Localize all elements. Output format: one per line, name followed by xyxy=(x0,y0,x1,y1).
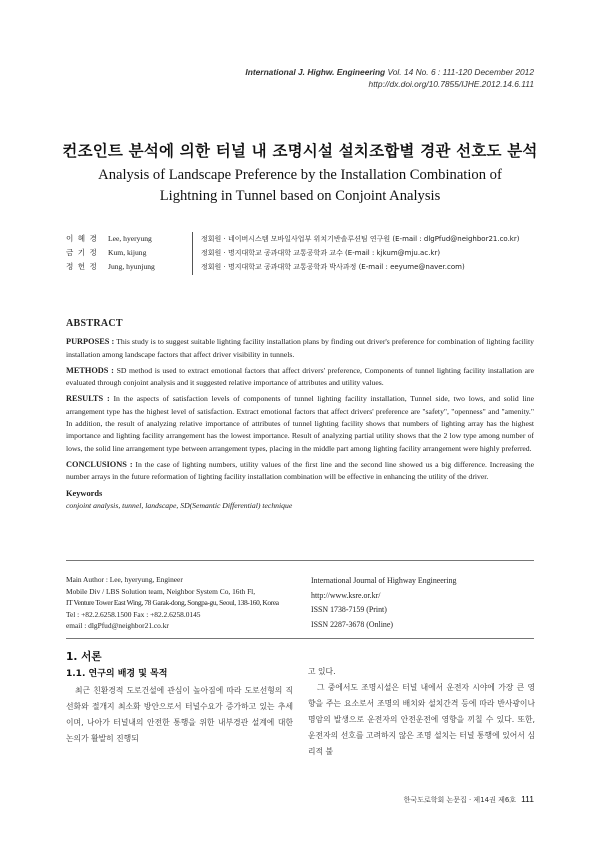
keywords-heading: Keywords xyxy=(66,488,103,498)
subsection-heading: 1.1. 연구의 배경 및 목적 xyxy=(66,669,168,679)
author-affiliation: 정회원 · 명지대학교 공과대학 교통공학과 박사과정 (E-mail : eeyume@naver.com) xyxy=(201,263,465,272)
title-english: Analysis of Landscape Preference by the Installation Combination of Lightning in Tunnel based on Conjoint Analysis xyxy=(98,167,502,204)
abstract-results: RESULTS : In the aspects of satisfaction levels of components of tunnel lighting facility installation, Tunnel side, two lows, and solid line arrangement type has the highest level of satisfaction. Extract emotional factors that affect drivers' preference are "safety", "openness" and "amenity." In addition, the result of analyzing relative importance of attributes of tunnel lighting facility shows that numbers of lighting array has the highest importance and lighting facility arrangement has the lowest importance. Result of analyzing partial utility shows that the 2 low type among number of lows, the solid line arrangement type between arrangement types, placing in the middle part among lighting facility arrangement were highly preferred. xyxy=(66,394,535,453)
journal-citation: International J. Highw. Engineering Vol. 14 No. 6 : 111-120 December 2012 xyxy=(245,67,534,77)
abstract-purposes: PURPOSES : This study is to suggest suitable lighting facility installation plans by finding out driver's preference for combination of lighting facility installation among landscape factors that affect driver visibility in tunnels. xyxy=(66,337,534,359)
author-affiliation: 정회원 · 네이버시스템 모바일사업부 위치기반솔루션팀 연구원 (E-mail : dlgPfud@neighbor21.co.kr) xyxy=(201,235,520,243)
body-paragraph: 최근 친환경적 도로건설에 관심이 높아짐에 따라 도로선형의 직선화와 절개지 최소화 방안으로서 터널수요가 증가하고 있는 추세이며, 나아가 터널내의 안전한 통행을 위한 내부경관 설계에 대한 논의가 활발히 진행되 xyxy=(66,686,293,744)
title-korean: 컨조인트 분석에 의한 터널 내 조명시설 설치조합별 경관 선호도 분석 xyxy=(62,142,538,160)
author-name-ko: 이 혜 경 xyxy=(66,234,98,243)
publication-info: International Journal of Highway Engineering http://www.ksre.or.kr/ ISSN 1738-7159 (Print) ISSN 2287-3678 (Online) xyxy=(311,576,457,629)
author-name-ko: 정 헌 정 xyxy=(66,262,98,272)
page-footer xyxy=(404,794,534,805)
author-name-en: Lee, hyeryung xyxy=(108,234,152,243)
divider-line xyxy=(66,638,534,639)
page-number: 111 xyxy=(521,794,534,804)
body-paragraph: 고 있다. xyxy=(308,667,336,676)
main-author-info: Main Author : Lee, hyeryung, Engineer Mobile Div / LBS Solution team, Neighbor System Co, 16th Fl, IT Venture Tower East Wing, 78 Garak-dong, Songpa-gu, Seoul, 138-160, Korea Tel : +82.2.6258.1500 Fax : +82.2.6258.0145 email : dlgPfud@neighbor21.co.kr xyxy=(66,575,279,630)
author-list xyxy=(66,232,519,275)
footer-journal: 한국도로학회 논문집 · 제14권 제6호 xyxy=(403,796,517,804)
abstract-conclusions: CONCLUSIONS : In the case of lighting numbers, utility values of the first line and the second line showed us a big difference. Increasing the number arrays in the future reformation of lighting facility installation combination will be effective in enhancing the utility of the driver. xyxy=(66,459,534,482)
body-paragraph: 그 중에서도 조명시설은 터널 내에서 운전자 시야에 가장 큰 영향을 주는 요소로서 조명의 배치와 설치간격 등에 따라 반사광이나 명암의 발생으로 운전자의 안전운전에 영향을 끼칠 수 있다. 또한, 운전자의 선호를 고려하지 않은 조명 설치는 터널 통행에 있어서 심리적 불 xyxy=(308,683,535,757)
journal-header xyxy=(245,66,534,90)
abstract-heading: ABSTRACT xyxy=(66,318,123,329)
section-heading: 1. 서론 xyxy=(66,651,102,663)
body-right-column xyxy=(308,664,535,761)
author-name-en: Kum, kijung xyxy=(108,248,147,258)
keywords-list: conjoint analysis, tunnel, landscape, SD(Semantic Differential) technique xyxy=(66,500,293,510)
abstract-section xyxy=(66,318,534,512)
author-row xyxy=(66,232,519,246)
author-separator xyxy=(192,232,193,246)
divider-line xyxy=(66,560,534,561)
body-left-column xyxy=(66,648,293,747)
author-name-ko: 금 기 정 xyxy=(66,248,98,258)
author-separator xyxy=(192,246,193,260)
author-row xyxy=(66,260,519,274)
journal-doi: http://dx.doi.org/10.7855/IJHE.2012.14.6.111 xyxy=(368,79,534,89)
author-row xyxy=(66,246,519,260)
author-affiliation: 정회원 · 명지대학교 공과대학 교통공학과 교수 (E-mail : kjkum@mju.ac.kr) xyxy=(201,249,441,258)
author-name-en: Jung, hyunjung xyxy=(108,262,155,272)
author-separator xyxy=(192,260,193,274)
abstract-methods: METHODS : SD method is used to extract emotional factors that affect drivers' preference, Components of tunnel lighting facility installation are evaluated through conjoint analysis and it suggested relative importance of attributes and utility values. xyxy=(66,365,535,388)
